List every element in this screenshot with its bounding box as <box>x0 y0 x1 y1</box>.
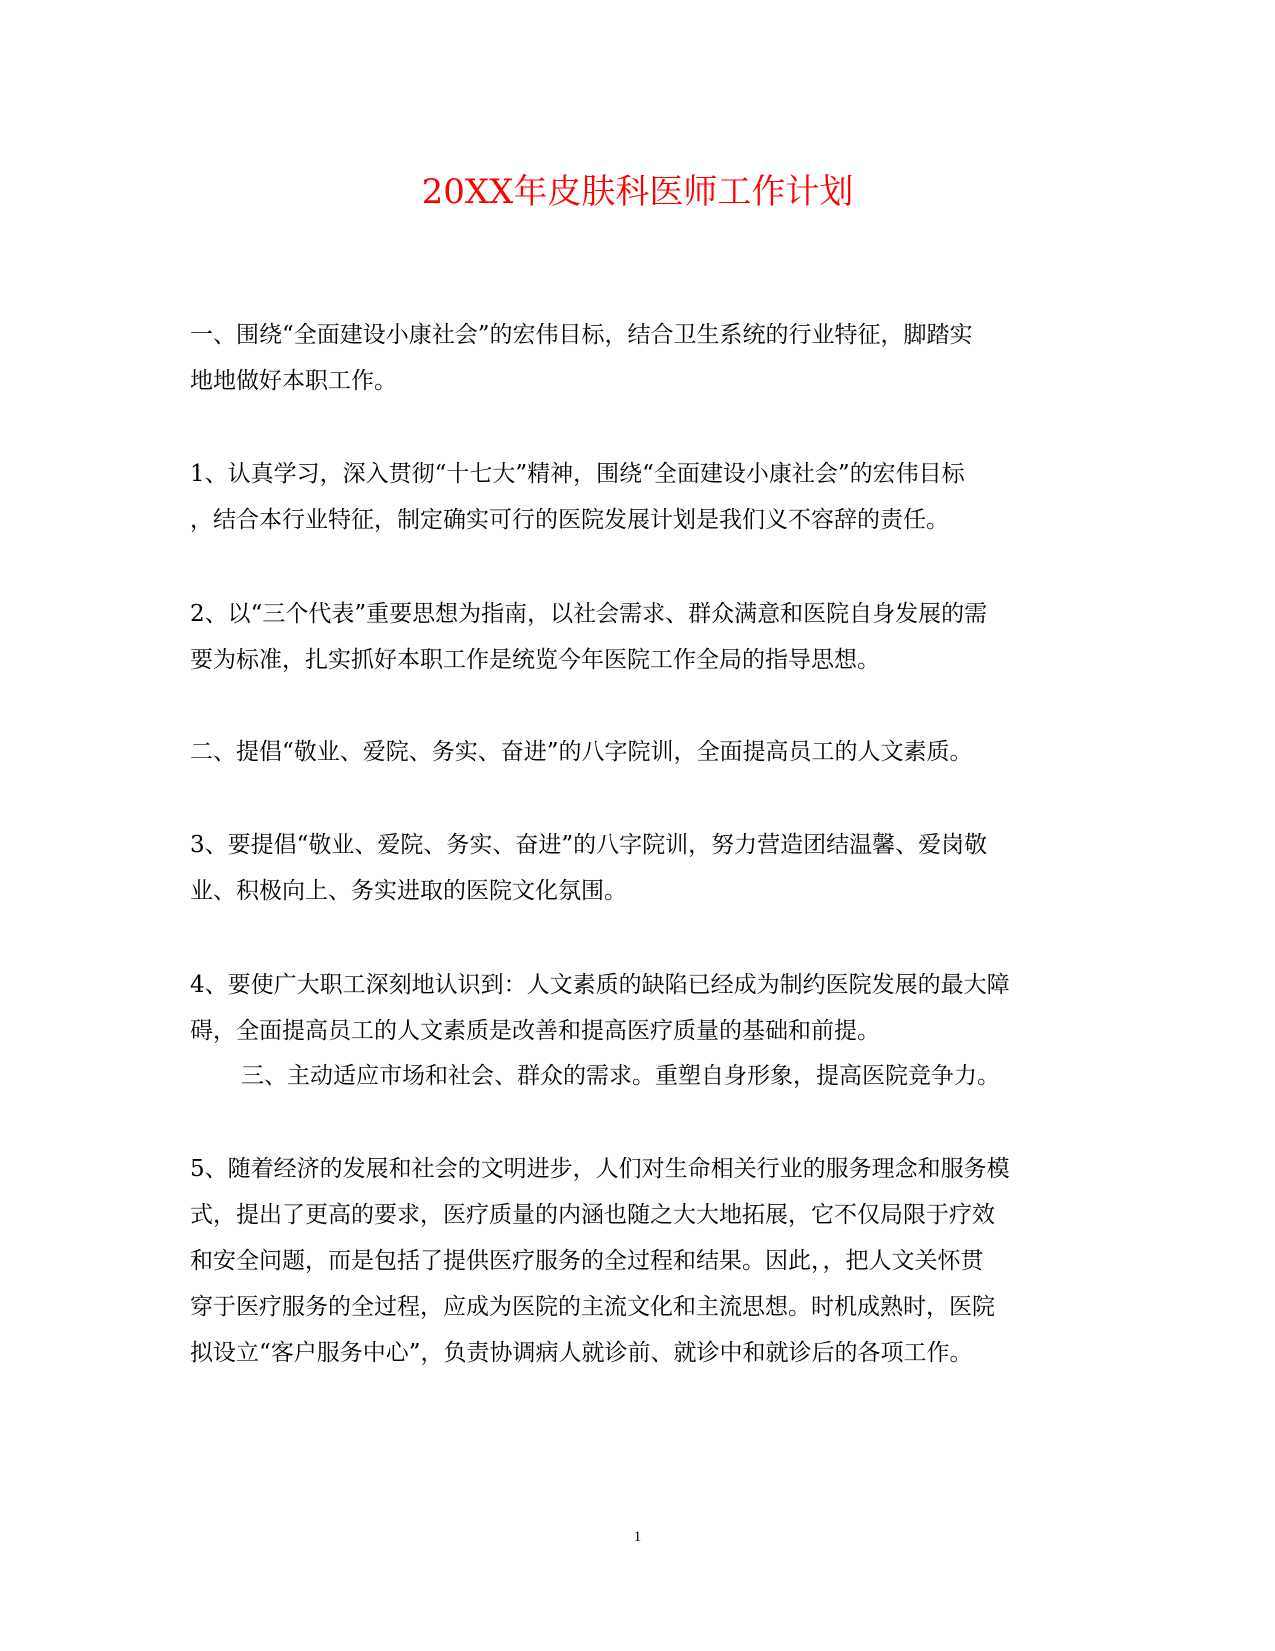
text-line: 拟设立“客户服务中心”，负责协调病人就诊前、就诊中和就诊后的各项工作。 <box>190 1340 973 1366</box>
text-line: 和安全问题，而是包括了提供医疗服务的全过程和结果。因此，，把人文关怀贯 <box>190 1248 984 1274</box>
text-line: 5、随着经济的发展和社会的文明进步，人们对生命相关行业的服务理念和服务模 <box>190 1156 1010 1182</box>
text-line: 1、认真学习，深入贯彻“十七大”精神，围绕“全面建设小康社会”的宏伟目标 <box>190 461 965 487</box>
text-line: 2、以“三个代表”重要思想为指南，以社会需求、群众满意和医院自身发展的需 <box>190 601 988 627</box>
text-line: 二、提倡“敬业、爱院、务实、奋进”的八字院训，全面提高员工的人文素质。 <box>190 739 973 765</box>
text-line: 4、要使广大职工深刻地认识到：人文素质的缺陷已经成为制约医院发展的最大障 <box>190 972 1010 998</box>
text-line: 穿于医疗服务的全过程，应成为医院的主流文化和主流思想。时机成熟时，医院 <box>190 1294 995 1320</box>
text-line: 3、要提倡“敬业、爱院、务实、奋进”的八字院训，努力营造团结温馨、爱岗敬 <box>190 832 988 858</box>
text-line: 要为标准，扎实抓好本职工作是统览今年医院工作全局的指导思想。 <box>190 647 880 673</box>
text-line: ，结合本行业特征，制定确实可行的医院发展计划是我们义不容辞的责任。 <box>190 507 949 533</box>
text-line: 业、积极向上、务实进取的医院文化氛围。 <box>190 878 627 904</box>
text-line: 式，提出了更高的要求，医疗质量的内涵也随之大大地拓展，它不仅局限于疗效 <box>190 1202 995 1228</box>
page-number: 1 <box>633 1529 642 1545</box>
document-title: 20XX年皮肤科医师工作计划 <box>421 172 854 212</box>
text-line: 碍，全面提高员工的人文素质是改善和提高医疗质量的基础和前提。 <box>190 1018 880 1044</box>
text-line: 地地做好本职工作。 <box>190 368 397 394</box>
text-line: 一、围绕“全面建设小康社会”的宏伟目标，结合卫生系统的行业特征，脚踏实 <box>190 322 973 348</box>
text-line: 三、主动适应市场和社会、群众的需求。重塑自身形象，提高医院竞争力。 <box>241 1063 1000 1089</box>
